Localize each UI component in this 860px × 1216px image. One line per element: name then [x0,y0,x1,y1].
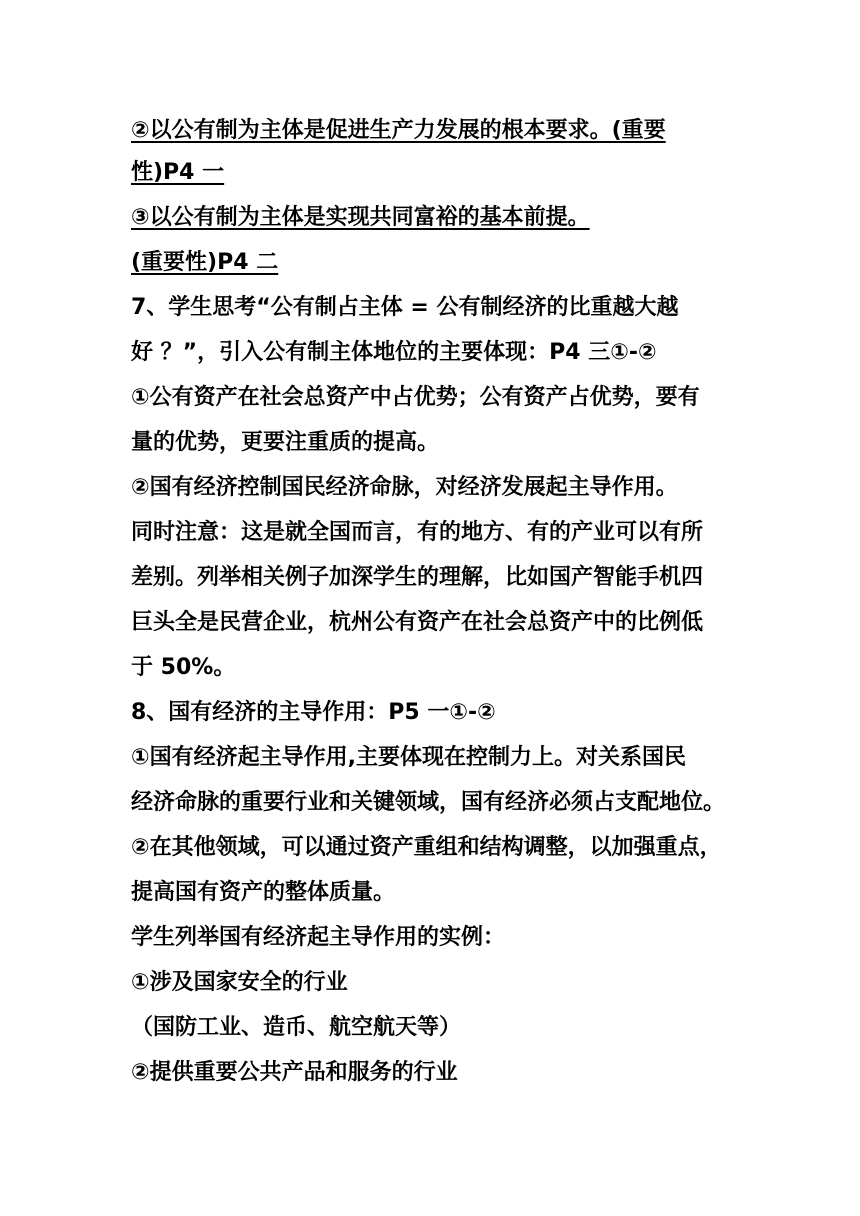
text-line-4: (重要性)P4 二 [131,250,279,275]
text-line-15: ①国有经济起主导作用,主要体现在控制力上。对关系国民 [131,745,686,770]
text-line-21: （国防工业、造币、航空航天等） [131,1015,462,1040]
text-line-2: 性)P4 一 [131,160,225,185]
text-line-9: ②国有经济控制国民经济命脉，对经济发展起主导作用。 [131,475,678,500]
text-line-20: ①涉及国家安全的行业 [131,970,348,995]
text-line-10: 同时注意：这是就全国而言，有的地方、有的产业可以有所 [131,520,704,545]
text-line-8: 量的优势，更要注重质的提高。 [131,430,440,455]
text-line-22: ②提供重要公共产品和服务的行业 [131,1060,458,1085]
text-line-14: 8、国有经济的主导作用：P5 一①-② [131,700,496,725]
text-line-19: 学生列举国有经济起主导作用的实例： [131,925,506,950]
text-line-6: 好 ？”，引入公有制主体地位的主要体现：P4 三①-② [131,340,657,365]
text-line-11: 差别。列举相关例子加深学生的理解，比如国产智能手机四 [131,565,704,590]
text-line-13: 于 50%。 [131,655,236,680]
text-line-12: 巨头全是民营企业，杭州公有资产在社会总资产中的比例低 [131,610,704,635]
text-line-7: ①公有资产在社会总资产中占优势；公有资产占优势，要有 [131,385,700,410]
text-line-18: 提高国有资产的整体质量。 [131,880,396,905]
text-line-3: ③以公有制为主体是实现共同富裕的基本前提。 [131,205,590,230]
text-line-17: ②在其他领域，可以通过资产重组和结构调整，以加强重点， [131,835,722,860]
text-line-1: ②以公有制为主体是促进生产力发展的根本要求。(重要 [131,118,666,143]
text-line-5: 7、学生思考“公有制占主体 = 公有制经济的比重越大越 [131,295,679,320]
text-line-16: 经济命脉的重要行业和关键领域，国有经济必须占支配地位。 [131,790,726,815]
